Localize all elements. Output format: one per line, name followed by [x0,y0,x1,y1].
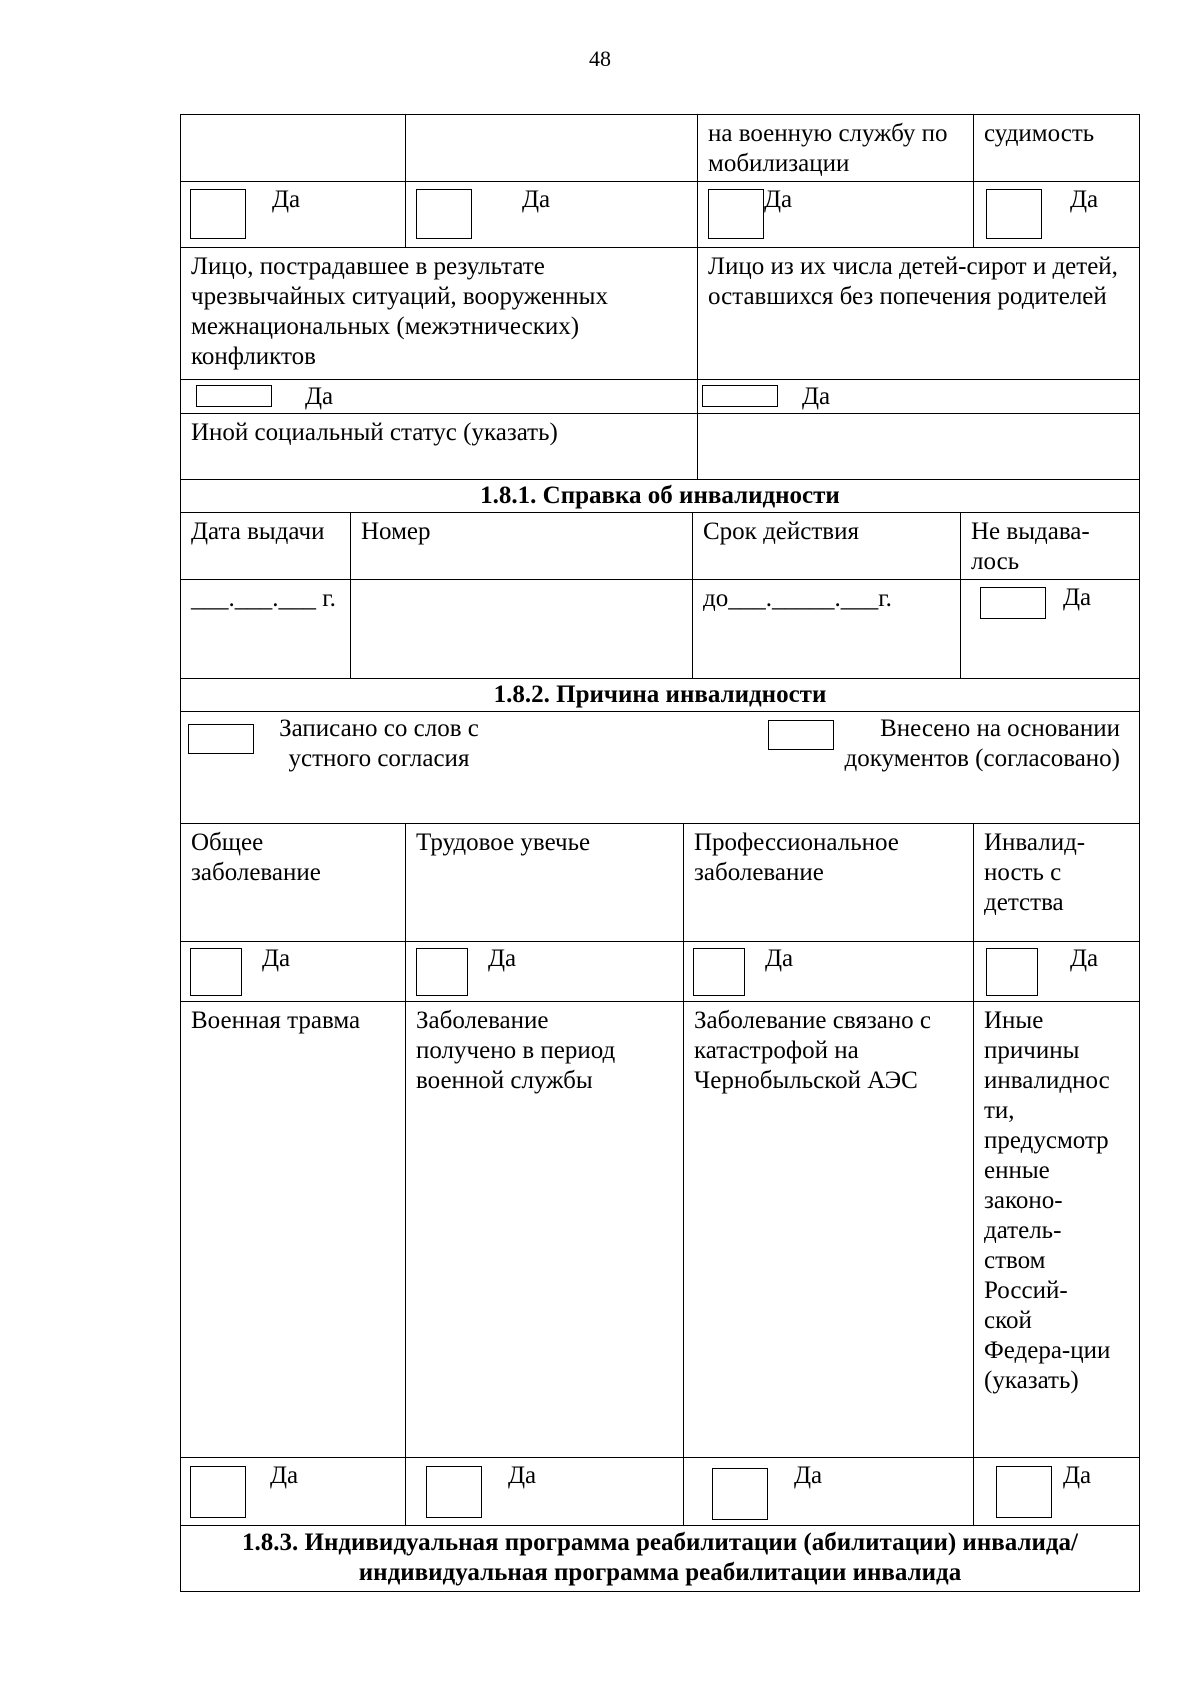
checkbox[interactable] [996,1466,1052,1518]
checkbox[interactable] [416,948,468,996]
yes-label: Да [764,186,793,213]
yes-label: Да [272,186,301,213]
col-line [405,114,406,247]
checkbox[interactable] [693,948,745,996]
checkbox[interactable] [708,189,764,239]
cause-military-service-disease: Заболевание получено в период военной службы [416,1007,616,1094]
section-183-title: 1.8.3. Индивидуальная программа реабилитации (абилитации) инвалида/ индивидуальная программа реабилитации инвалида [242,1529,1078,1586]
row-line [180,479,1140,480]
row-line [180,941,1140,942]
cause-general-disease: Общее заболевание [191,829,321,886]
cell-criminal-record: судимость [984,120,1095,147]
other-status-input[interactable] [698,414,1139,479]
issue-date-field[interactable]: ___.___.___ г. [191,585,336,612]
checkbox[interactable] [980,587,1046,619]
section-181-title: 1.8.1. Справка об инвалидности [480,482,840,509]
page-number: 48 [589,46,611,71]
yes-label: Да [270,1462,299,1489]
option-documents: Внесено на основании документов (согласовано) [844,715,1120,772]
cell-mobilization: на военную службу по мобилизации [708,120,948,177]
checkbox[interactable] [188,724,254,754]
yes-label: Да [765,945,794,972]
checkbox[interactable] [986,948,1038,996]
yes-label: Да [508,1462,537,1489]
checkbox[interactable] [190,189,246,239]
checkbox[interactable] [986,189,1042,239]
cause-childhood-disability: Инвалид-ность с детства [984,829,1086,916]
row-line [180,678,1140,679]
row-line [180,379,1140,380]
table-border-right [1139,114,1140,1592]
row-line [180,1591,1140,1592]
checkbox[interactable] [196,385,272,407]
yes-label: Да [305,383,334,410]
cause-occupational-disease: Профессиональное заболевание [694,829,899,886]
checkbox[interactable] [416,189,472,239]
cause-work-injury: Трудовое увечье [416,829,591,856]
yes-label: Да [262,945,291,972]
cause-military-trauma: Военная травма [191,1007,361,1034]
cell-emergency-victim: Лицо, пострадавшее в результате чрезвычайных ситуаций, вооруженных межнациональных (межэтнических) конфликтов [191,253,608,370]
yes-label: Да [488,945,517,972]
cell-other-status: Иной социальный статус (указать) [191,419,558,446]
yes-label: Да [794,1462,823,1489]
col-validity: Срок действия [703,518,859,545]
number-field[interactable] [351,580,692,678]
checkbox[interactable] [190,948,242,996]
cause-other: Иные причины инвалиднос ти, предусмотр енные законо-датель-ством Россий-ской Федера-ции (указать) [984,1007,1111,1394]
col-not-issued: Не выдава-лось [971,518,1090,575]
checkbox[interactable] [702,385,778,407]
col-number: Номер [361,518,431,545]
yes-label: Да [1063,1462,1092,1489]
option-oral-consent: Записано со слов с устного согласия [279,715,479,772]
checkbox[interactable] [712,1468,768,1520]
checkbox[interactable] [190,1466,246,1518]
yes-label: Да [1070,945,1099,972]
col-issue-date: Дата выдачи [191,518,325,545]
checkbox[interactable] [426,1466,482,1518]
cause-chernobyl: Заболевание связано с катастрофой на Чернобыльской АЭС [694,1007,932,1094]
row-line [180,181,1140,182]
row-line [180,1457,1140,1458]
yes-label: Да [522,186,551,213]
yes-label: Да [802,383,831,410]
validity-field[interactable]: до___._____.___г. [703,585,892,612]
yes-label: Да [1070,186,1099,213]
cell-orphans: Лицо из их числа детей-сирот и детей, оставшихся без попечения родителей [708,253,1118,310]
yes-label: Да [1063,584,1092,611]
section-182-title: 1.8.2. Причина инвалидности [493,681,827,708]
